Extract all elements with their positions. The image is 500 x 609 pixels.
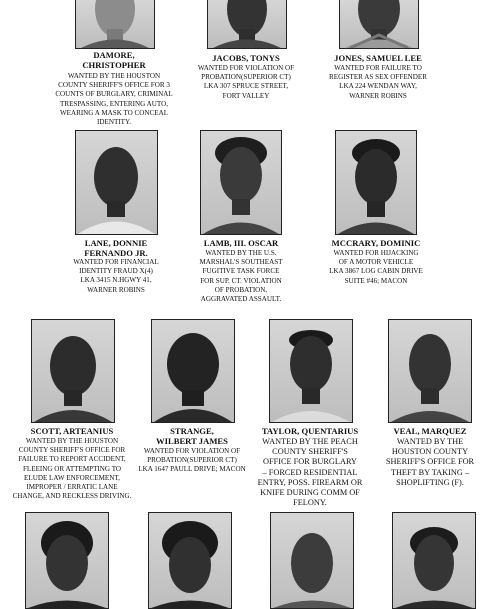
wanted-description: WANTED FOR VIOLATION OF PROBATION(SUPERIOR CT) LKA 1647 PAULL DRIVE; MACON (138, 447, 246, 474)
mugshot-photo (31, 319, 115, 423)
mugshot-photo (75, 0, 155, 49)
mugshot-photo (392, 512, 476, 609)
wanted-description: WANTED BY THE HOUSTON COUNTY SHERIFF'S OFFICE FOR FAILURE TO REPORT ACCIDENT, FLEEING OR ATTEMPTING TO ELUDE LAW ENFORCEMENT, IMPROPER / ERRATIC LANE CHANGE, AND RECKLESS DRIVING. (12, 437, 132, 501)
wanted-description: WANTED FOR FAILURE TO REGISTER AS SEX OFFENDER LKA 224 WENDAN WAY, WARNER ROBINS (329, 64, 427, 100)
person-name: DAMORE, CHRISTOPHER (82, 50, 146, 70)
wanted-description: WANTED BY THE U.S. MARSHAL'S SOUTHEAST FUGITIVE TASK FORCE FOR SUP. CT. VIOLATION OF PROBATION, AGGRAVATED ASSAULT. (199, 249, 283, 304)
mugshot-photo (269, 319, 353, 423)
person-name: SCOTT, ARTEANIUS (30, 426, 114, 436)
person-name: JACOBS, TONYS (212, 53, 280, 63)
mugshot-photo (270, 512, 354, 609)
mugshot-photo (200, 130, 282, 235)
wanted-description: WANTED BY THE HOUSTON COUNTY SHERIFF'S OFFICE FOR 3 COUNTS OF BURGLARY, CRIMINAL TRESPASSING, ENTERING AUTO, WEARING A MASK TO CONCEAL IDENTITY. (55, 72, 173, 127)
mugshot-photo (75, 130, 158, 235)
person-name: STRANGE, WILBERT JAMES (156, 426, 228, 446)
person-name: LAMB, III. OSCAR (203, 238, 279, 248)
wanted-description: WANTED BY THE HOUSTON COUNTY SHERIFF'S OFFICE FOR THEFT BY TAKING – SHOPLIFTING (F). (385, 437, 475, 487)
mugshot-photo (151, 319, 235, 423)
person-name: LANE, DONNIE FERNANDO JR. (84, 238, 148, 258)
mugshot-photo (339, 0, 419, 49)
person-name: VEAL, MARQUEZ (393, 426, 467, 436)
mugshot-photo (148, 512, 232, 609)
mugshot-photo (207, 0, 287, 49)
person-name: TAYLOR, QUENTARIUS (261, 426, 359, 436)
wanted-description: WANTED FOR HIJACKING OF A MOTOR VEHICLE LKA 3867 LOG CABIN DRIVE SUITE #46; MACON (329, 249, 423, 285)
wanted-description: WANTED FOR FINANCIAL IDENTITY FRAUD X(4) LKA 3415 N.HGWY 41, WARNER ROBINS (73, 258, 159, 294)
person-name: MCCRARY, DOMINIC (331, 238, 421, 248)
mugshot-photo (388, 319, 472, 423)
mugshot-photo (25, 512, 109, 609)
wanted-description: WANTED BY THE PEACH COUNTY SHERIFF'S OFFICE FOR BURGLARY – FORCED RESIDENTIAL ENTRY, POSS. FIREARM OR KNIFE DURING COMM OF FELONY. (257, 437, 363, 508)
wanted-description: WANTED FOR VIOLATION OF PROBATION(SUPERIOR CT) LKA 307 SPRUCE STREET, FORT VALLEY (197, 64, 295, 100)
person-name: JONES, SAMUEL LEE (334, 53, 422, 63)
mugshot-photo (335, 130, 417, 235)
